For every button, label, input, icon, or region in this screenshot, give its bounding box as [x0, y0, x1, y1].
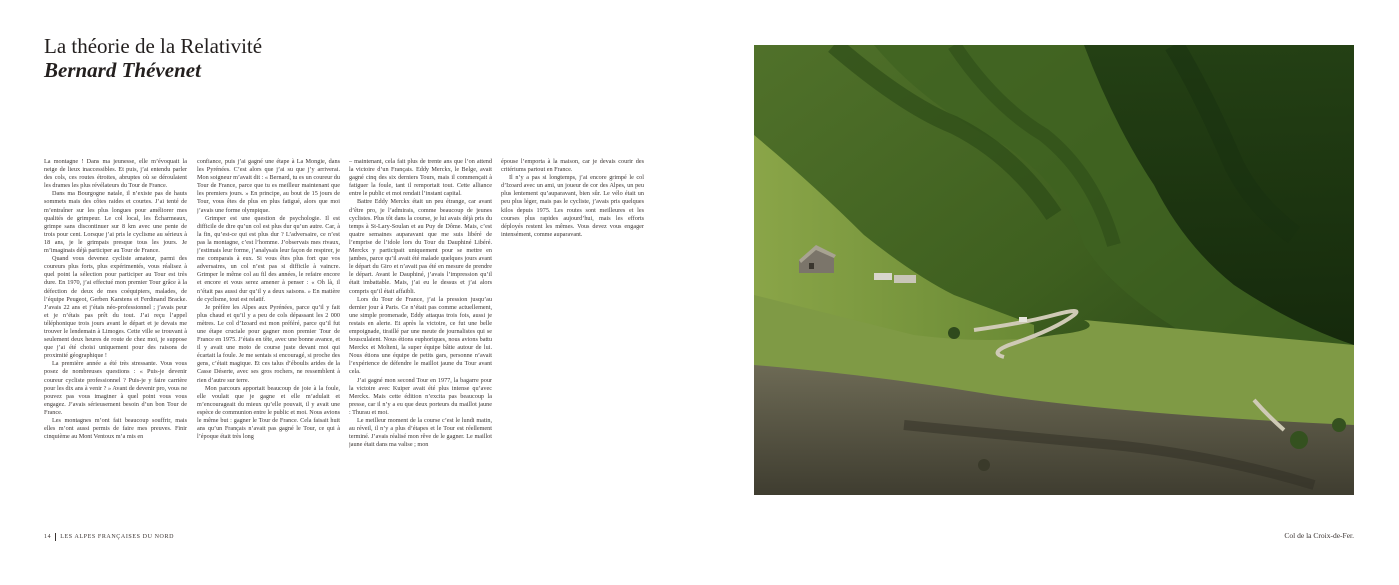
author-name: Bernard Thévenet	[44, 58, 201, 82]
paragraph: La montagne ! Dans ma jeunesse, elle m’évoquait la neige de lieux inaccessibles. Et puis, j’ai entendu parler des cols, ces routes étroites, abruptes où se déroulaient les drames les plus révélateurs du Tour de France.	[44, 158, 187, 190]
text-column-2	[197, 158, 340, 498]
paragraph: confiance, puis j’ai gagné une étape à La Mongie, dans les Pyrénées. C’est alors que j’ai su que j’y arriverai. Mon soigneur m’avait dit : « Bernard, tu es un coureur du Tour de France, parce que tu es meilleur maintenant que les premiers jours. » En principe, au bout de 15 jours de Tour, vous êtes de plus en plus fatigué, alors que moi j’avais une forme olympique.	[197, 158, 340, 214]
paragraph: Lors du Tour de France, j’ai la pression jusqu’au dernier jour à Paris. Ce n’était pas comme actuellement, une simple promenade, Eddy attaqua trois fois, aussi je restais en alerte. Et après la victoire, ce fut une belle empoignade, tiraillé par une meute de journalistes qui se bousculaient. Nous étions euphoriques, nous avions battu Merckx et Molteni, la super équipe bâtie autour de lui. Nous étions une équipe de petits gars, personne n’avait l’expérience de défendre le maillot jaune du Tour avant cela.	[349, 295, 492, 376]
paragraph: – maintenant, cela fait plus de trente ans que l’on attend la victoire d’un Français. Eddy Merckx, le Belge, avait gagné cinq des six derniers Tours, mais il commençait à fatiguer la foule, tant il remportait tout. Cette alliance entre le public et moi rendait l’instant capital.	[349, 158, 492, 198]
photo-caption: Col de la Croix-de-Fer.	[1284, 531, 1354, 540]
paragraph: Il n’y a pas si longtemps, j’ai encore grimpé le col d’Izoard avec un ami, un joueur de cor des Alpes, un peu plus lentement qu’auparavant, bien sûr. Le vélo était un peu plus léger, mais pas le cycliste, j’avais pris quelques kilos depuis 1975. Les routes sont meilleures et les courses plus rapides aujourd’hui, mais les efforts déployés restent les mêmes. Vous devez vous engager intensément, comme auparavant.	[501, 174, 644, 238]
paragraph: Quand vous devenez cycliste amateur, parmi des coureurs plus forts, plus expérimentés, vous réalisez à quel point la sélection pour participer au Tour est très dure. En 1970, j’ai effectué mon premier Tour grâce à la défection de deux de mes coéquipiers, malades, de l’équipe Peugeot, Gerben Karstens et Ferdinand Bracke. J’avais 22 ans et j’étais néo-professionnel ; j’avais peur et je n’étais pas prêt du tout. J’ai reçu l’appel téléphonique trois jours avant le départ et je devais me trouver le lendemain à Limoges. Cette ville se trouvant à seulement deux heures de route de chez moi, je suppose que j’ai été choisi uniquement pour des raisons de proximité géographique !	[44, 255, 187, 360]
section-title: LES ALPES FRANÇAISES DU NORD	[60, 534, 175, 540]
paragraph: Je préfère les Alpes aux Pyrénées, parce qu’il y fait plus chaud et qu’il y a peu de cols dépassant les 2 000 mètres. Le col d’Izoard est mon préféré, parce qu’il fut une étape cruciale pour gagner mon premier Tour de France en 1975. J’étais en tête, avec une bonne avance, et il y avait une moto de course juste devant moi qui écartait la foule. Je me sentais si encouragé, si proche des gens, c’était magique. Et ces talus d’éboulis arides de la Casse Déserte, avec ses gros rochers, ne ressemblent à rien d’autre sur terre.	[197, 303, 340, 384]
chapter-title: La théorie de la Relativité	[44, 34, 263, 58]
paragraph: Les montagnes m’ont fait beaucoup souffrir, mais elles m’ont aussi permis de faire mes preuves. Finir cinquième au Mont Ventoux m’a mis en	[44, 417, 187, 441]
mountain-landscape-illustration	[754, 45, 1354, 495]
page-number: 14	[44, 534, 52, 540]
text-column-3	[349, 158, 492, 498]
paragraph: Le meilleur moment de la course c’est le lundi matin, au réveil, il n’y a plus d’étapes et le Tour est réellement terminé. J’avais réalisé mon rêve de le gagner. Le maillot jaune était dans ma valise ; mon	[349, 417, 492, 449]
paragraph: Dans ma Bourgogne natale, il n’existe pas de hauts sommets mais des côtes raides et courtes. J’ai tenté de m’entraîner sur les plus longues pour améliorer mes qualités de grimpeur. Le col local, les Écharmeaux, grimpe sans discontinuer sur 8 km avec une pente de trois pour cent. Lorsque j’ai pris le cyclisme au sérieux à 18 ans, je le grimpais presque tous les jours. Je m’imaginais déjà participer au Tour de France.	[44, 190, 187, 255]
text-column-4	[501, 158, 644, 498]
paragraph: Mon parcours apportait beaucoup de joie à la foule, elle voulait que je gagne et elle m’adulait et m’encourageait du mieux qu’elle pouvait, il y avait une espèce de communion entre le public et moi. Nous avions le même but : gagner le Tour de France. Cela faisait huit ans qu’un Français n’avait pas gagné le Tour, ce qui à l’époque était très long	[197, 384, 340, 441]
paragraph: La première année a été très stressante. Vous vous posez de nombreuses questions : « Puis-je devenir coureur cycliste professionnel ? Puis-je y faire carrière pour les dix ans à venir ? » Avant de devenir pro, vous ne pouvez pas vous imaginer à quel point vous vous engagez. J’avais sérieusement besoin d’un bon Tour de France.	[44, 360, 187, 416]
paragraph: J’ai gagné mon second Tour en 1977, la bagarre pour la victoire avec Kuiper avait été plus intense qu’avec Merckx. Mais cette édition n’excita pas beaucoup la presse, car il n’y a eu que deux porteurs du maillot jaune : Thurau et moi.	[349, 376, 492, 416]
paragraph: Battre Eddy Merckx était un peu étrange, car avant d’être pro, je l’admirais, comme beaucoup de jeunes cyclistes. Plus tôt dans la course, je lui avais déjà pris du temps à St-Lary-Soulan et au Puy de Dôme. Mais, c’est quatre semaines auparavant que me suis libéré de l’emprise de l’idole lors du Tour du Dauphiné Libéré. Merckx y participait uniquement pour se mettre en jambes, parce qu’il avait été malade quelques jours avant le départ du Giro et n’avait pas été en mesure de prendre le départ. Avant le Dauphiné, j’avais l’impression qu’il était imbattable. Mais, j’ai eu le dessus et j’ai alors compris qu’il était affaibli.	[349, 198, 492, 295]
mountain-photo	[754, 45, 1354, 495]
paragraph: épouse l’emporta à la maison, car je devais courir des critériums partout en France.	[501, 158, 644, 174]
paragraph: Grimper est une question de psychologie. Il est difficile de dire qu’un col est plus dur qu’un autre. Car, à la fin, qu’est-ce qui est plus dur ? L’adversaire, ce n’est pas la montagne, c’est l’homme. J’observais mes rivaux, j’estimais leur forme, j’analysais leur façon de respirer, je me comparais à eux. Si vous êtes plus fort que vos adversaires, un col n’est pas si difficile à vaincre. Grimper le même col au fil des années, le refaire encore et encore et vous serez amener à penser : « Oh là, il n’était pas aussi dur qu’il y a deux saisons. » En matière de cyclisme, tout est relatif.	[197, 214, 340, 303]
text-column-1	[44, 158, 187, 498]
footer-separator	[55, 533, 56, 541]
page-footer	[44, 533, 174, 541]
